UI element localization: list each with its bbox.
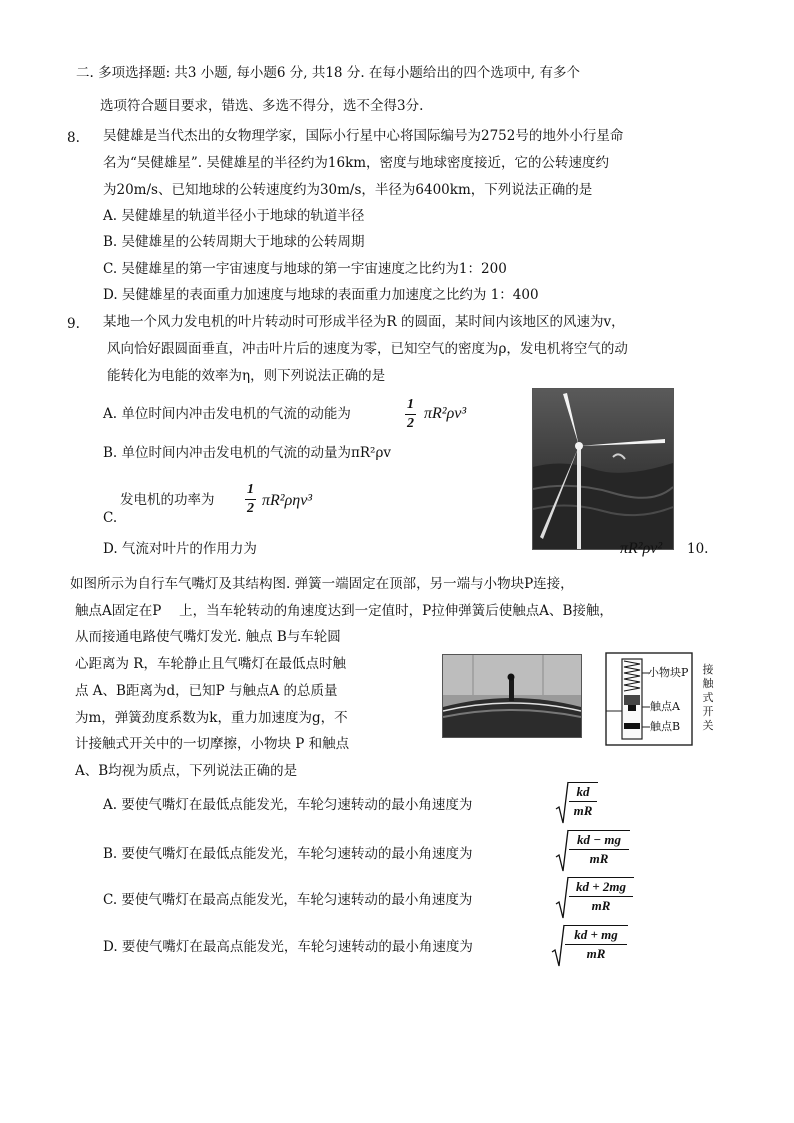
q8-stem-line3: 为20m/s、已知地球的公转速度约为30m/s，半径为6400km，下列说法正确的是: [103, 182, 593, 198]
q10-stem-line2: 触点A固定在P 上，当车轮转动的角速度达到一定值时，P拉伸弹簧后使触点A、B接触，: [75, 603, 613, 619]
q10-stem-line1: 如图所示为自行车气嘴灯及其结构图. 弹簧一端固定在顶部，另一端与小物块P连接，: [70, 576, 574, 592]
q9-option-b: B. 单位时间内冲击发电机的气流的动量为πR²ρv: [103, 445, 392, 461]
valve-light-photo: [442, 654, 582, 738]
q10-stem-line4: 心距离为 R，车轮静止且气嘴灯在最低点时触: [75, 656, 346, 672]
q9-option-a: A. 单位时间内冲击发电机的气流的动能为: [103, 406, 351, 422]
q10-number: 10.: [687, 541, 709, 557]
q10-option-b: B. 要使气嘴灯在最低点能发光，车轮匀速转动的最小角速度为: [103, 846, 473, 862]
switch-structure-diagram: [604, 651, 716, 747]
section-heading-line2: 选项符合题目要求，错选、多选不得分，选不全得3分.: [100, 98, 424, 114]
diagram-label-contact-switch: 接 触 式 开 关: [702, 663, 714, 732]
q10-stem-line8: A、B均视为质点，下列说法正确的是: [75, 763, 298, 779]
q10-stem-line7: 计接触式开关中的一切摩擦，小物块 P 和触点: [75, 736, 350, 752]
q8-number: 8.: [67, 130, 80, 146]
q9-stem-line1: 某地一个风力发电机的叶片转动时可形成半径为R 的圆面，某时间内该地区的风速为v，: [103, 314, 625, 330]
q9-stem-line2: 风向恰好跟圆面垂直，冲击叶片后的速度为零，已知空气的密度为ρ，发电机将空气的动: [107, 341, 628, 357]
q9-stem-line3: 能转化为电能的效率为η，则下列说法正确的是: [107, 368, 386, 384]
q8-option-b: B. 吴健雄星的公转周期大于地球的公转周期: [103, 234, 365, 250]
q10-option-d-formula: $\frac{kd + mg}{mR}$: [551, 924, 629, 968]
q8-stem-line1: 吴健雄是当代杰出的女物理学家，国际小行星中心将国际编号为2752号的地外小行星命: [103, 128, 624, 144]
q9-number: 9.: [67, 316, 80, 332]
q9-option-c: 发电机的功率为: [120, 492, 215, 508]
q10-option-d: D. 要使气嘴灯在最高点能发光，车轮匀速转动的最小角速度为: [103, 939, 473, 955]
q9-option-d: D. 气流对叶片的作用力为: [103, 541, 257, 557]
q9-option-d-formula: πR²ρv²: [620, 540, 663, 557]
q10-stem-line6: 为m，弹簧劲度系数为k，重力加速度为g，不: [75, 710, 348, 726]
q10-stem-line3: 从而接通电路使气嘴灯发光. 触点 B与车轮圆: [75, 629, 341, 645]
q10-option-a: A. 要使气嘴灯在最低点能发光，车轮匀速转动的最小角速度为: [103, 797, 473, 813]
diagram-label-contact-b: 触点B: [650, 720, 681, 733]
q10-option-c: C. 要使气嘴灯在最高点能发光，车轮匀速转动的最小角速度为: [103, 892, 473, 908]
diagram-label-block-p: 小物块P: [648, 666, 689, 679]
q9-option-c-label: C.: [103, 510, 118, 526]
section-heading-line1: 二. 多项选择题: 共3 小题, 每小题6 分, 共18 分. 在每小题给出的四个选项中, 有多个: [76, 65, 580, 81]
q9-option-c-fraction: $\frac{1}{2}$: [247, 482, 254, 516]
q10-option-c-formula: $\frac{kd + 2mg}{mR}$: [555, 876, 635, 920]
q10-option-b-formula: $\frac{kd - mg}{mR}$: [555, 829, 631, 873]
q9-option-a-formula: πR²ρv³: [424, 405, 467, 422]
q9-option-a-fraction: $\frac{1}{2}$: [407, 397, 414, 431]
q10-stem-line5: 点 A、B距离为d，已知P 与触点A 的总质量: [75, 683, 338, 699]
q10-option-a-formula: $\frac{kd}{mR}$: [555, 781, 599, 825]
diagram-label-contact-a: 触点A: [650, 700, 680, 713]
q8-option-d: D. 吴健雄星的表面重力加速度与地球的表面重力加速度之比约为 1：400: [103, 287, 539, 303]
q8-option-c: C. 吴健雄星的第一宇宙速度与地球的第一宇宙速度之比约为1：200: [103, 261, 507, 277]
q8-stem-line2: 名为“吴健雄星”. 吴健雄星的半径约为16km，密度与地球密度接近，它的公转速度约: [103, 155, 610, 171]
wind-turbine-photo: [532, 388, 674, 550]
q9-option-c-formula: πR²ρηv³: [262, 492, 313, 509]
q8-option-a: A. 吴健雄星的轨道半径小于地球的轨道半径: [103, 208, 365, 224]
